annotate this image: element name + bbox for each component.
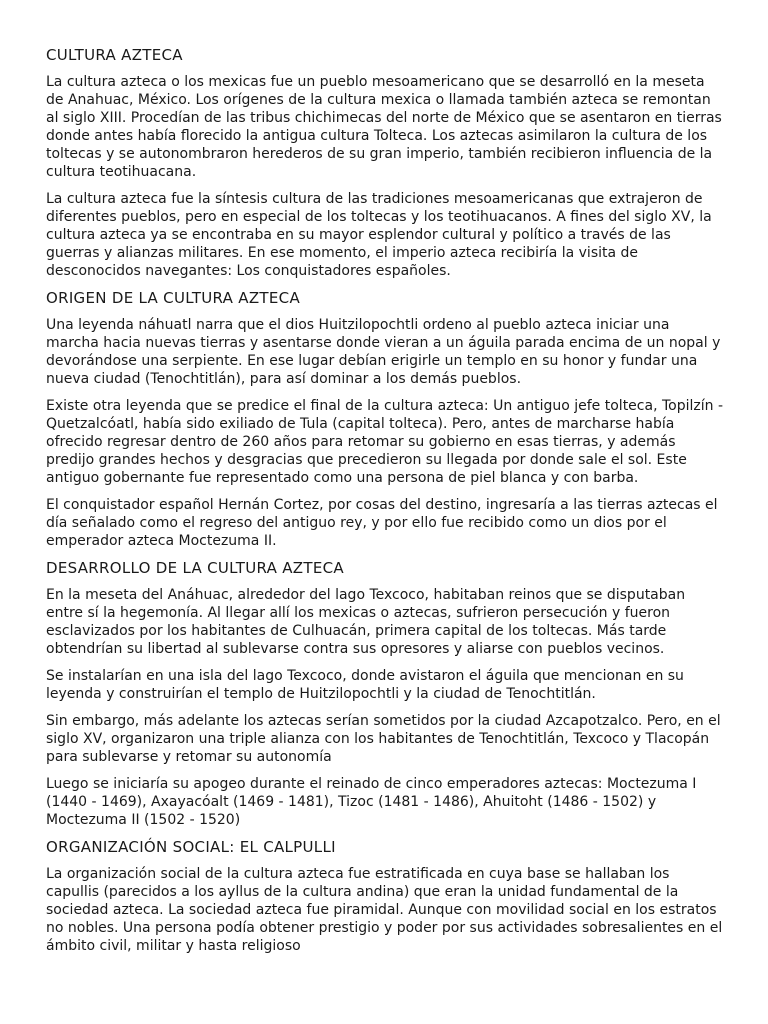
paragraph: El conquistador español Hernán Cortez, por cosas del destino, ingresaría a las tierras aztecas el día señalado como el regreso del antiguo rey, y por ello fue recibido como un dios por el emperador azteca Moctezuma II. bbox=[46, 497, 718, 549]
section-heading: DESARROLLO DE LA CULTURA AZTECA bbox=[46, 559, 344, 577]
section-origen bbox=[46, 289, 726, 550]
paragraph: Existe otra leyenda que se predice el final de la cultura azteca: Un antiguo jefe tolteca, Topilzín - Quetzalcóatl, había sido exiliado de Tula (capital tolteca). Pero, antes de marcharse había ofrecido regresar dentro de 260 años para retomar su gobierno en esas tierras, y además predijo grandes hechos y desgracias que precedieron su llegada por donde sale el sol. Este antiguo gobernante fue representado como una persona de piel blanca y con barba. bbox=[46, 398, 723, 486]
paragraph: La cultura azteca o los mexicas fue un pueblo mesoamericano que se desarrolló en la meseta de Anahuac, México. Los orígenes de la cultura mexica o llamada también azteca se remontan al siglo XIII. Procedían de las tribus chichimecas del norte de México que se asentaron en tierras donde antes había florecido la antigua cultura Tolteca. Los aztecas asimilaron la cultura de los toltecas y se autonombraron herederos de su gran imperio, también recibieron influencia de la cultura teotihuacana. bbox=[46, 74, 722, 180]
section-cultura-azteca bbox=[46, 46, 726, 280]
paragraph: Se instalarían en una isla del lago Texcoco, donde avistaron el águila que mencionan en su leyenda y construirían el templo de Huitzilopochtli y la ciudad de Tenochtitlán. bbox=[46, 668, 684, 702]
section-desarrollo bbox=[46, 559, 726, 829]
section-heading: ORIGEN DE LA CULTURA AZTECA bbox=[46, 289, 301, 307]
paragraph: Sin embargo, más adelante los aztecas serían sometidos por la ciudad Azcapotzalco. Pero, en el siglo XV, organizaron una triple alianza con los habitantes de Tenochtitlán, Texcoco y Tlacopán para sublevarse y retomar su autonomía bbox=[46, 713, 721, 765]
paragraph: En la meseta del Anáhuac, alrededor del lago Texcoco, habitaban reinos que se disputaban entre sí la hegemonía. Al llegar allí los mexicas o aztecas, sufrieron persecución y fueron esclavizados por los habitantes de Culhuacán, primera capital de los toltecas. Más tarde obtendrían su libertad al sublevarse contra sus opresores y aliarse con pueblos vecinos. bbox=[46, 587, 686, 657]
section-heading: ORGANIZACIÓN SOCIAL: EL CALPULLI bbox=[46, 838, 336, 856]
section-organizacion-social bbox=[46, 838, 726, 955]
document-page bbox=[46, 46, 726, 964]
section-heading: CULTURA AZTECA bbox=[46, 46, 183, 64]
paragraph: Luego se iniciaría su apogeo durante el reinado de cinco emperadores aztecas: Moctezuma I (1440 - 1469), Axayacóalt (1469 - 1481), Tizoc (1481 - 1486), Ahuitoht (1486 - 1502) y Moctezuma II (1502 - 1520) bbox=[46, 776, 697, 828]
paragraph: La cultura azteca fue la síntesis cultura de las tradiciones mesoamericanas que extrajeron de diferentes pueblos, pero en especial de los toltecas y los teotihuacanos. A fines del siglo XV, la cultura azteca ya se encontraba en su mayor esplendor cultural y político a través de las guerras y alianzas militares. En ese momento, el imperio azteca recibiría la visita de desconocidos navegantes: Los conquistadores españoles. bbox=[46, 191, 712, 279]
paragraph: Una leyenda náhuatl narra que el dios Huitzilopochtli ordeno al pueblo azteca iniciar una marcha hacia nuevas tierras y asentarse donde vieran a un águila parada encima de un nopal y devorándose una serpiente. En ese lugar debían erigirle un templo en su honor y fundar una nueva ciudad (Tenochtitlán), para así dominar a los demás pueblos. bbox=[46, 317, 721, 387]
paragraph: La organización social de la cultura azteca fue estratificada en cuya base se hallaban los capullis (parecidos a los ayllus de la cultura andina) que eran la unidad fundamental de la sociedad azteca. La sociedad azteca fue piramidal. Aunque con movilidad social en los estratos no nobles. Una persona podía obtener prestigio y poder por sus actividades sobresalientes en el ámbito civil, militar y hasta religioso bbox=[46, 866, 723, 954]
